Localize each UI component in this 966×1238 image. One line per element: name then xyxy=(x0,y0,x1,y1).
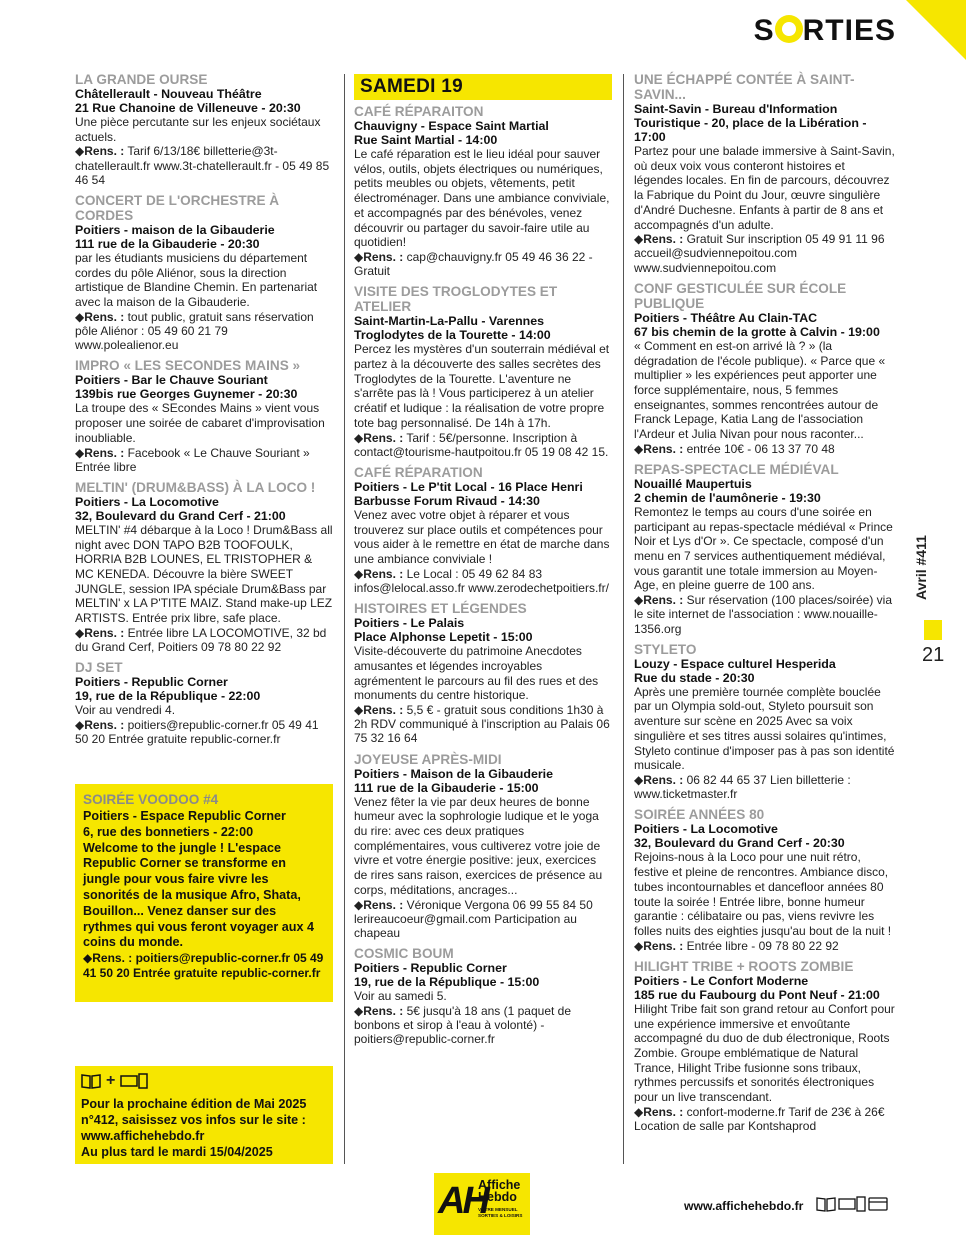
event-place: Poitiers - maison de la Gibauderie xyxy=(75,223,275,238)
featured-event-voodoo xyxy=(75,784,333,1002)
event-description: Venez fêter la vie par deux heures de bonne humeur avec la sophrologie ludique et le yoga du rire: avec ces deux pratiques complémentaires, vous cultiverez votre joie de vivre et votre énergie positive: jeux, exercices de rires sans raison, exercices de présence au corps, méditations, ancrages... xyxy=(354,794,603,897)
event-item xyxy=(75,358,333,474)
affiche-hebdo-logo xyxy=(434,1173,530,1235)
diamond-icon: ◆ xyxy=(75,309,85,324)
diamond-icon: ◆ xyxy=(75,625,85,640)
event-description: Percez les mystères d'un souterrain médiéval et partez à la découverte des salles secrètes des Troglodytes de la Tourette. L'aventure ne s'arrête pas là ! Vous participerez à un atelier créatif et ludique : la réalisation de votre propre tote bag personnalisé. De 14h à 17h. xyxy=(354,342,610,430)
event-place: Poitiers - Republic Corner xyxy=(354,961,507,976)
column-2 xyxy=(354,72,612,1052)
promo-icons xyxy=(81,1072,327,1090)
promo-text: Pour la prochaine édition de Mai 2025 n°412, saisissez vos infos sur le site : xyxy=(81,1097,307,1127)
event-title: CAFÉ RÉPARAITON xyxy=(354,104,484,119)
event-rens: ◆Rens. : Le Local : 05 49 62 84 83 infos@lelocal.asso.fr www.zerodechetpoitiers.fr/ xyxy=(354,566,609,595)
event-description: « Comment en est-on arrivé là ? » (la dégradation de l'école publique). « Parce que « multiplier » les expériences peut apporter une force supplémentaire, nous, 5 femmes enseignantes, sommes rencontrées autour de Franck Lepage, Katia Lang de l'association l'Ardeur et Julia Nivan pour nous raconter... xyxy=(634,338,886,442)
event-place: Poitiers - Maison de la Gibauderie xyxy=(354,766,553,781)
event-address: 32, Boulevard du Grand Cerf - 20:30 xyxy=(634,836,845,851)
event-address: 6, rue des bonnetiers - 22:00 xyxy=(83,824,254,839)
event-description: Voir au samedi 5. xyxy=(354,989,447,1004)
magazine-icon xyxy=(816,1196,836,1212)
event-address: Rue Saint Martial - 14:00 xyxy=(354,133,498,147)
event-item xyxy=(634,959,896,1133)
magazine-icon xyxy=(81,1073,101,1089)
diamond-icon: ◆ xyxy=(354,897,364,912)
event-rens: ◆Rens. : Facebook « Le Chauve Souriant » Entrée libre xyxy=(75,445,310,474)
diamond-icon: ◆ xyxy=(354,249,364,264)
logo-tagline: VOTRE MENSUEL SORTIES & LOISIRS xyxy=(478,1207,523,1218)
event-title: VISITE DES TROGLODYTES ET ATELIER xyxy=(354,284,558,315)
event-rens: ◆Rens. : 5€ jusqu'à 18 ans (1 paquet de bonbons et sirop à l'eau à volonté) - poitiers@republic-corner.fr xyxy=(354,1003,572,1047)
plus-icon: + xyxy=(106,1072,116,1089)
event-title: UNE ÉCHAPPÉ CONTÉE À SAINT-SAVIN... xyxy=(634,72,855,102)
diamond-icon: ◆ xyxy=(634,773,644,787)
event-rens: ◆Rens. : Entrée libre - 09 78 80 22 92 xyxy=(634,938,839,953)
event-place: Poitiers - Espace Republic Corner xyxy=(83,809,286,823)
event-description: Rejoins-nous à la Loco pour une nuit rétro, festive et pleine de rencontres. Ambiance disco, tubes incontournables et dancefloor années 80 toute la soirée ! Entrée libre, bonne humeur garantie : célibataire ou pas, viens revivre les folles nuits des eighties jusqu'au bout de la nuit ! xyxy=(634,850,892,938)
diamond-icon: ◆ xyxy=(354,1003,364,1018)
event-item xyxy=(634,462,896,636)
event-description: par les étudiants musiciens du département cordes du pôle Aliénor, sous la direction artistique de Blandine Chemin. En partenariat avec la maison de la Gibauderie. xyxy=(75,251,318,310)
logo-mark: AH xyxy=(438,1180,487,1222)
event-address: 32, Boulevard du Grand Cerf - 21:00 xyxy=(75,508,286,523)
event-description: Le café réparation est le lieu idéal pour sauver vélos, outils, objets électriques ou numériques, petits meubles ou objets, vêtements, petit électroménager. Dans une ambiance conviviale, et accompagnés par des bénévoles, venez découvrir ou partager du savoir-faire utile au quotidien! xyxy=(354,147,610,250)
corner-accent xyxy=(906,0,966,60)
event-rens: ◆Rens. : entrée 10€ - 06 13 37 70 48 xyxy=(634,441,835,456)
event-item xyxy=(634,72,896,275)
diamond-icon: ◆ xyxy=(354,702,364,717)
event-item xyxy=(354,946,612,1046)
event-place: Poitiers - La Locomotive xyxy=(634,822,778,837)
event-description: Welcome to the jungle ! L'espace Republic Corner se transforme en jungle pour vous faire vivre les sonorités de la musique Afro, Shata, Bouillon... Venez danser sur des rythmes qui vous feront voyager aux 4 coins du monde. xyxy=(83,840,314,950)
event-address: 111 rue de la Gibauderie - 20:30 xyxy=(75,237,260,252)
event-place: Poitiers - Republic Corner xyxy=(75,675,228,690)
submission-promo xyxy=(75,1066,333,1164)
issue-label: Avril #411 xyxy=(913,535,929,600)
event-place: Poitiers - Le Palais xyxy=(354,616,465,631)
diamond-icon: ◆ xyxy=(634,1104,644,1119)
event-description: Venez avec votre objet à réparer et vous trouverez sur place outils et compétences pour vous aider à le remettre en état de marche dans une ambiance conviviale ! xyxy=(354,507,610,567)
section-o-disc xyxy=(775,15,803,43)
diamond-icon: ◆ xyxy=(75,445,85,460)
event-place: Nouaillé Maupertuis xyxy=(634,476,752,491)
event-title: COSMIC BOUM xyxy=(354,946,454,962)
event-address: 19, rue de la République - 22:00 xyxy=(75,689,261,704)
diamond-icon: ◆ xyxy=(354,566,364,581)
diamond-icon: ◆ xyxy=(634,232,644,247)
event-item xyxy=(75,660,333,746)
event-item xyxy=(354,104,612,278)
event-item xyxy=(634,281,896,456)
column-divider xyxy=(344,74,345,1164)
event-description: Une pièce percutante sur les enjeux sociétaux actuels. xyxy=(75,115,321,144)
event-title: SOIRÉE VOODOO #4 xyxy=(83,792,219,807)
logo-name: Affiche Hebdo xyxy=(478,1178,521,1204)
event-description: Partez pour une balade immersive à Saint-Savin, où deux voix vous conteront histoires et légendes locales. En fin de parcours, découvrez la Fabrique du Point du Jour, œuvre singulière d'André Duchesne. Enfants à partir de 8 ans et accompagnés d'un adulte. xyxy=(634,144,895,232)
event-place: Chauvigny - Espace Saint Martial xyxy=(354,119,549,133)
diamond-icon: ◆ xyxy=(75,144,85,159)
event-title: LA GRANDE OURSE xyxy=(75,72,208,87)
event-title: JOYEUSE APRÈS-MIDI xyxy=(354,751,502,767)
day-banner: SAMEDI 19 xyxy=(354,74,612,100)
event-description: Après une première tournée complète bouclée par un Olympia sold-out, Styleto poursuit son aventure sur scène en 2025 Avec sa voix singulière et ses titres aussi solaires qu'intimes, Styleto continue d'imposer pas à pas son identité musicale. xyxy=(634,684,895,773)
event-item xyxy=(354,465,612,595)
event-place: Poitiers - Le P'tit Local - 16 Place Henri xyxy=(354,479,583,494)
column-divider xyxy=(623,74,624,1164)
diamond-icon: ◆ xyxy=(634,593,644,608)
diamond-icon: ◆ xyxy=(75,717,85,732)
diamond-icon: ◆ xyxy=(634,938,644,953)
event-address: Rue du stade - 20:30 xyxy=(634,670,755,685)
event-rens: ◆Rens. : 5,5 € - gratuit sous conditions 1h30 à 2h RDV communiqué à l'inscription au Palais 06 75 32 16 64 xyxy=(354,702,610,746)
event-address: Troglodytes de la Tourette - 14:00 xyxy=(354,328,551,343)
event-item xyxy=(634,807,896,952)
event-address: Touristique - 20, place de la Libération - 17:00 xyxy=(634,116,867,144)
event-title: REPAS-SPECTACLE MÉDIÉVAL xyxy=(634,461,839,477)
devices-icon xyxy=(838,1196,866,1212)
section-title: S RTIES xyxy=(753,14,896,47)
event-title: HISTOIRES ET LÉGENDES xyxy=(354,601,527,617)
event-place: Poitiers - Bar le Chauve Souriant xyxy=(75,373,268,388)
event-address: 21 Rue Chanoine de Villeneuve - 20:30 xyxy=(75,101,301,115)
event-title: SOIRÉE ANNÉES 80 xyxy=(634,807,765,823)
event-place: Poitiers - Le Confort Moderne xyxy=(634,973,809,988)
event-item xyxy=(75,193,333,352)
footer-icons xyxy=(816,1196,888,1212)
event-address: 19, rue de la République - 15:00 xyxy=(354,975,540,990)
event-description: MELTIN' #4 débarque à la Loco ! Drum&Bass all night avec DON TAPO B2B TOOFOULK, HORRIA B2B LOUNES, EL TRISTOPHER & MC KENEDA. Découvre la bière SWEET JUNGLE, session IPA spéciale Drum&Bass par MELTIN' x LA P'TITE MAIZ. Stand make-up LEZ ARTISTS. Entrée prix libre, safe place. xyxy=(75,522,333,626)
event-address: 2 chemin de l'aumônerie - 19:30 xyxy=(634,490,821,505)
column-1 xyxy=(75,72,333,752)
event-rens: ◆Rens. : poitiers@republic-corner.fr 05 49 41 50 20 Entrée gratuite republic-corner.fr xyxy=(75,717,319,747)
event-place: Poitiers - La Locomotive xyxy=(75,494,219,509)
event-title: CAFÉ RÉPARATION xyxy=(354,464,483,480)
event-description: Remontez le temps au cours d'une soirée en participant au repas-spectacle médiéval « Prince Noir et Lys d'Or ». Ce spectacle, composé d'un menu en 7 services authentiquement médiéval, vous garantit une totale immersion au Moyen-Age, en pleine guerre de 100 ans. xyxy=(634,504,893,593)
event-address: 139bis rue Georges Guynemer - 20:30 xyxy=(75,387,298,402)
promo-deadline: Au plus tard le mardi 15/04/2025 xyxy=(81,1145,273,1159)
event-item xyxy=(354,601,612,745)
event-title: CONF GESTICULÉE SUR ÉCOLE PUBLIQUE xyxy=(634,280,847,311)
event-rens: ◆Rens. : 06 82 44 65 37 Lien billetterie : www.ticketmaster.fr xyxy=(634,773,851,802)
event-title: CONCERT DE L'ORCHESTRE À CORDES xyxy=(75,193,280,224)
devices-icon xyxy=(120,1073,148,1089)
event-place: Châtellerault - Nouveau Théâtre xyxy=(75,87,262,101)
footer-url[interactable]: www.affichehebdo.fr xyxy=(684,1199,804,1213)
event-address: 67 bis chemin de la grotte à Calvin - 19:00 xyxy=(634,324,880,339)
event-address: Place Alphonse Lepetit - 15:00 xyxy=(354,630,533,645)
event-title: MELTIN' (DRUM&BASS) À LA LOCO ! xyxy=(75,479,316,495)
event-rens: ◆Rens. : Véronique Vergona 06 99 55 84 50 lerireaucoeur@gmail.com Participation au chapeau xyxy=(354,897,593,940)
page-number: 21 xyxy=(922,644,945,666)
event-rens: ◆Rens. : Entrée libre LA LOCOMOTIVE, 32 bd du Grand Cerf, Poitiers 09 78 80 22 92 xyxy=(75,625,327,655)
event-description: La troupe des « SEcondes Mains » vient vous proposer une soirée de cabaret d'improvisation inoubliable. xyxy=(75,401,325,445)
column-3 xyxy=(634,72,896,1139)
event-address: 111 rue de la Gibauderie - 15:00 xyxy=(354,780,539,795)
event-rens: ◆Rens. : poitiers@republic-corner.fr 05 49 41 50 20 Entrée gratuite republic-corner.fr xyxy=(83,951,324,981)
event-description: Hilight Tribe fait son grand retour au Confort pour une expérience immersive et envoûtante accompagné du duo de dub électronique, Roots Zombie. Groupe emblématique de Natural Trance, Hilight Tribe fusionne sons tribaux, rythmes percussifs et sonorités électroniques pour un live transcendant. xyxy=(634,1001,895,1105)
event-rens: ◆Rens. : Sur réservation (100 places/soirée) via le site internet de l'association : www.nouaille-1356.org xyxy=(634,593,893,636)
event-rens: ◆Rens. : Tarif : 5€/personne. Inscription à contact@tourisme-hautpoitou.fr 05 19 08 42 15. xyxy=(354,430,609,459)
event-item xyxy=(634,642,896,802)
event-rens: ◆Rens. : Tarif 6/13/18€ billetterie@3t-chatellerault.fr www.3t-chatellerault.fr - 05 49 85 46 54 xyxy=(75,144,330,187)
diamond-icon: ◆ xyxy=(83,951,93,966)
event-item xyxy=(75,480,333,654)
event-title: STYLETO xyxy=(634,641,697,657)
event-description: Visite-découverte du patrimoine Anecdotes amusantes et légendes incroyables agrémentent le parcours au fil des rues et des monuments du centre historique. xyxy=(354,644,599,703)
promo-url[interactable]: www.affichehebdo.fr xyxy=(81,1129,205,1143)
event-rens: ◆Rens. : Gratuit Sur inscription 05 49 91 11 96 accueil@sudviennepoitou.com www.sudviennepoitou.com xyxy=(634,232,885,275)
event-title: DJ SET xyxy=(75,660,123,676)
diamond-icon: ◆ xyxy=(354,430,364,445)
event-item xyxy=(75,72,333,187)
event-address: Barbusse Forum Rivaud - 14:30 xyxy=(354,493,540,508)
event-rens: ◆Rens. : confort-moderne.fr Tarif de 23€ à 26€ Location de salle par Kontshaprod xyxy=(634,1104,885,1133)
side-accent xyxy=(924,620,942,640)
event-place: Poitiers - Théâtre Au Clain-TAC xyxy=(634,310,818,325)
event-title: HILIGHT TRIBE + ROOTS ZOMBIE xyxy=(634,958,854,974)
event-place: Saint-Savin - Bureau d'Information xyxy=(634,102,838,116)
event-place: Saint-Martin-La-Pallu - Varennes xyxy=(354,314,545,329)
event-title: IMPRO « LES SECONDES MAINS » xyxy=(75,358,301,374)
event-place: Louzy - Espace culturel Hesperida xyxy=(634,656,836,671)
card-icon xyxy=(868,1197,888,1211)
event-item xyxy=(354,752,612,941)
event-item xyxy=(354,284,612,459)
event-description: Voir au vendredi 4. xyxy=(75,703,176,718)
event-address: 185 rue du Faubourg du Pont Neuf - 21:00 xyxy=(634,987,880,1002)
diamond-icon: ◆ xyxy=(634,441,644,456)
event-rens: ◆Rens. : cap@chauvigny.fr 05 49 46 36 22 - Gratuit xyxy=(354,249,593,279)
event-rens: ◆Rens. : tout public, gratuit sans réservation pôle Aliénor : 05 49 60 21 79 www.polealienor.eu xyxy=(75,309,314,353)
